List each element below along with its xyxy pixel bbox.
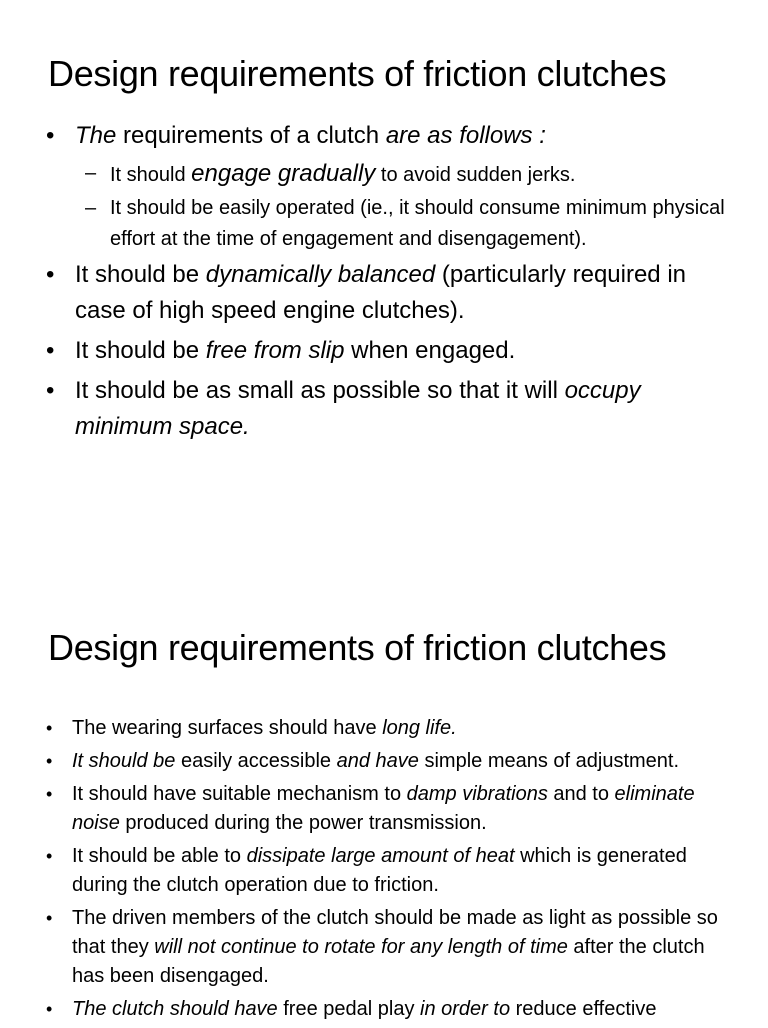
sub-list-item bbox=[75, 193, 740, 255]
list-item bbox=[46, 904, 740, 991]
italic-text: damp vibrations bbox=[406, 783, 548, 805]
list-item bbox=[46, 333, 740, 369]
text-run: reduce effective bbox=[510, 998, 657, 1020]
text-run: which is generated during the clutch operation due to friction. bbox=[72, 845, 687, 896]
bullet-marker: • bbox=[46, 337, 55, 364]
text-run: when engaged. bbox=[344, 337, 516, 364]
text-run: It should be bbox=[75, 337, 206, 364]
text-run: requirements of a clutch bbox=[116, 122, 386, 149]
list-item bbox=[46, 118, 740, 255]
italic-text: dissipate large amount of heat bbox=[246, 845, 515, 867]
text-run: free pedal play bbox=[277, 998, 421, 1020]
text-run: It should be as small as possible so that it will bbox=[75, 377, 565, 404]
text-run: produced during the power transmission. bbox=[119, 812, 487, 834]
text-run: The wearing surfaces should have bbox=[72, 717, 383, 739]
text-run: to avoid sudden jerks. bbox=[375, 164, 576, 186]
bullet-marker: • bbox=[46, 377, 55, 404]
italic-text: eliminate noise bbox=[72, 783, 695, 834]
list-item bbox=[46, 714, 740, 743]
bullet-list bbox=[46, 118, 740, 449]
bullet-list bbox=[46, 714, 740, 1028]
italic-text: It should be bbox=[72, 750, 176, 772]
bullet-marker: • bbox=[46, 718, 53, 738]
text-run: simple means of adjustment. bbox=[418, 750, 680, 772]
italic-text: dynamically balanced bbox=[205, 261, 436, 288]
bullet-marker: • bbox=[46, 751, 53, 771]
sub-list-item bbox=[75, 158, 740, 191]
sub-list bbox=[75, 158, 740, 255]
bullet-marker: • bbox=[46, 784, 53, 804]
bullet-marker: • bbox=[46, 846, 53, 866]
text-run: It should be able to bbox=[72, 845, 247, 867]
list-item bbox=[46, 747, 740, 776]
italic-text: free from slip bbox=[205, 337, 345, 364]
list-item bbox=[46, 780, 740, 838]
italic-text: will not continue to rotate for any length of time bbox=[154, 936, 568, 958]
italic-text: are as follows : bbox=[385, 122, 546, 149]
dash-marker: – bbox=[85, 162, 97, 184]
list-item bbox=[46, 995, 740, 1024]
text-run: (particularly required in case of high speed engine clutches). bbox=[75, 261, 687, 324]
dash-marker: – bbox=[85, 197, 97, 219]
slide-1 bbox=[0, 0, 768, 510]
bullet-marker: • bbox=[46, 261, 55, 288]
list-item bbox=[46, 842, 740, 900]
text-run: and to bbox=[547, 783, 615, 805]
slide-2 bbox=[0, 600, 768, 1024]
bullet-marker: • bbox=[46, 999, 53, 1019]
text-run: It should be bbox=[75, 261, 206, 288]
italic-text: The bbox=[75, 122, 117, 149]
text-run: It should bbox=[110, 164, 192, 186]
text-run: It should be easily operated (ie., it should consume minimum physical effort at the time of engagement and disengagement). bbox=[110, 197, 725, 250]
slide-title: Design requirements of friction clutches bbox=[48, 53, 667, 94]
text-run: It should have suitable mechanism to bbox=[72, 783, 407, 805]
italic-text: occupy minimum space. bbox=[75, 377, 641, 440]
italic-text: and have bbox=[336, 750, 419, 772]
italic-text: in order to bbox=[420, 998, 511, 1020]
list-item bbox=[46, 373, 740, 445]
slide-title: Design requirements of friction clutches bbox=[48, 627, 667, 668]
bullet-marker: • bbox=[46, 908, 53, 928]
list-item bbox=[46, 257, 740, 329]
text-run: easily accessible bbox=[175, 750, 337, 772]
italic-text: long life. bbox=[382, 717, 457, 739]
text-run: The driven members of the clutch should be made as light as possible so that they bbox=[72, 907, 718, 958]
italic-text: engage gradually bbox=[191, 160, 376, 187]
bullet-marker: • bbox=[46, 122, 55, 149]
italic-text: The clutch should have bbox=[72, 998, 278, 1020]
text-run: after the clutch has been disengaged. bbox=[72, 936, 705, 987]
